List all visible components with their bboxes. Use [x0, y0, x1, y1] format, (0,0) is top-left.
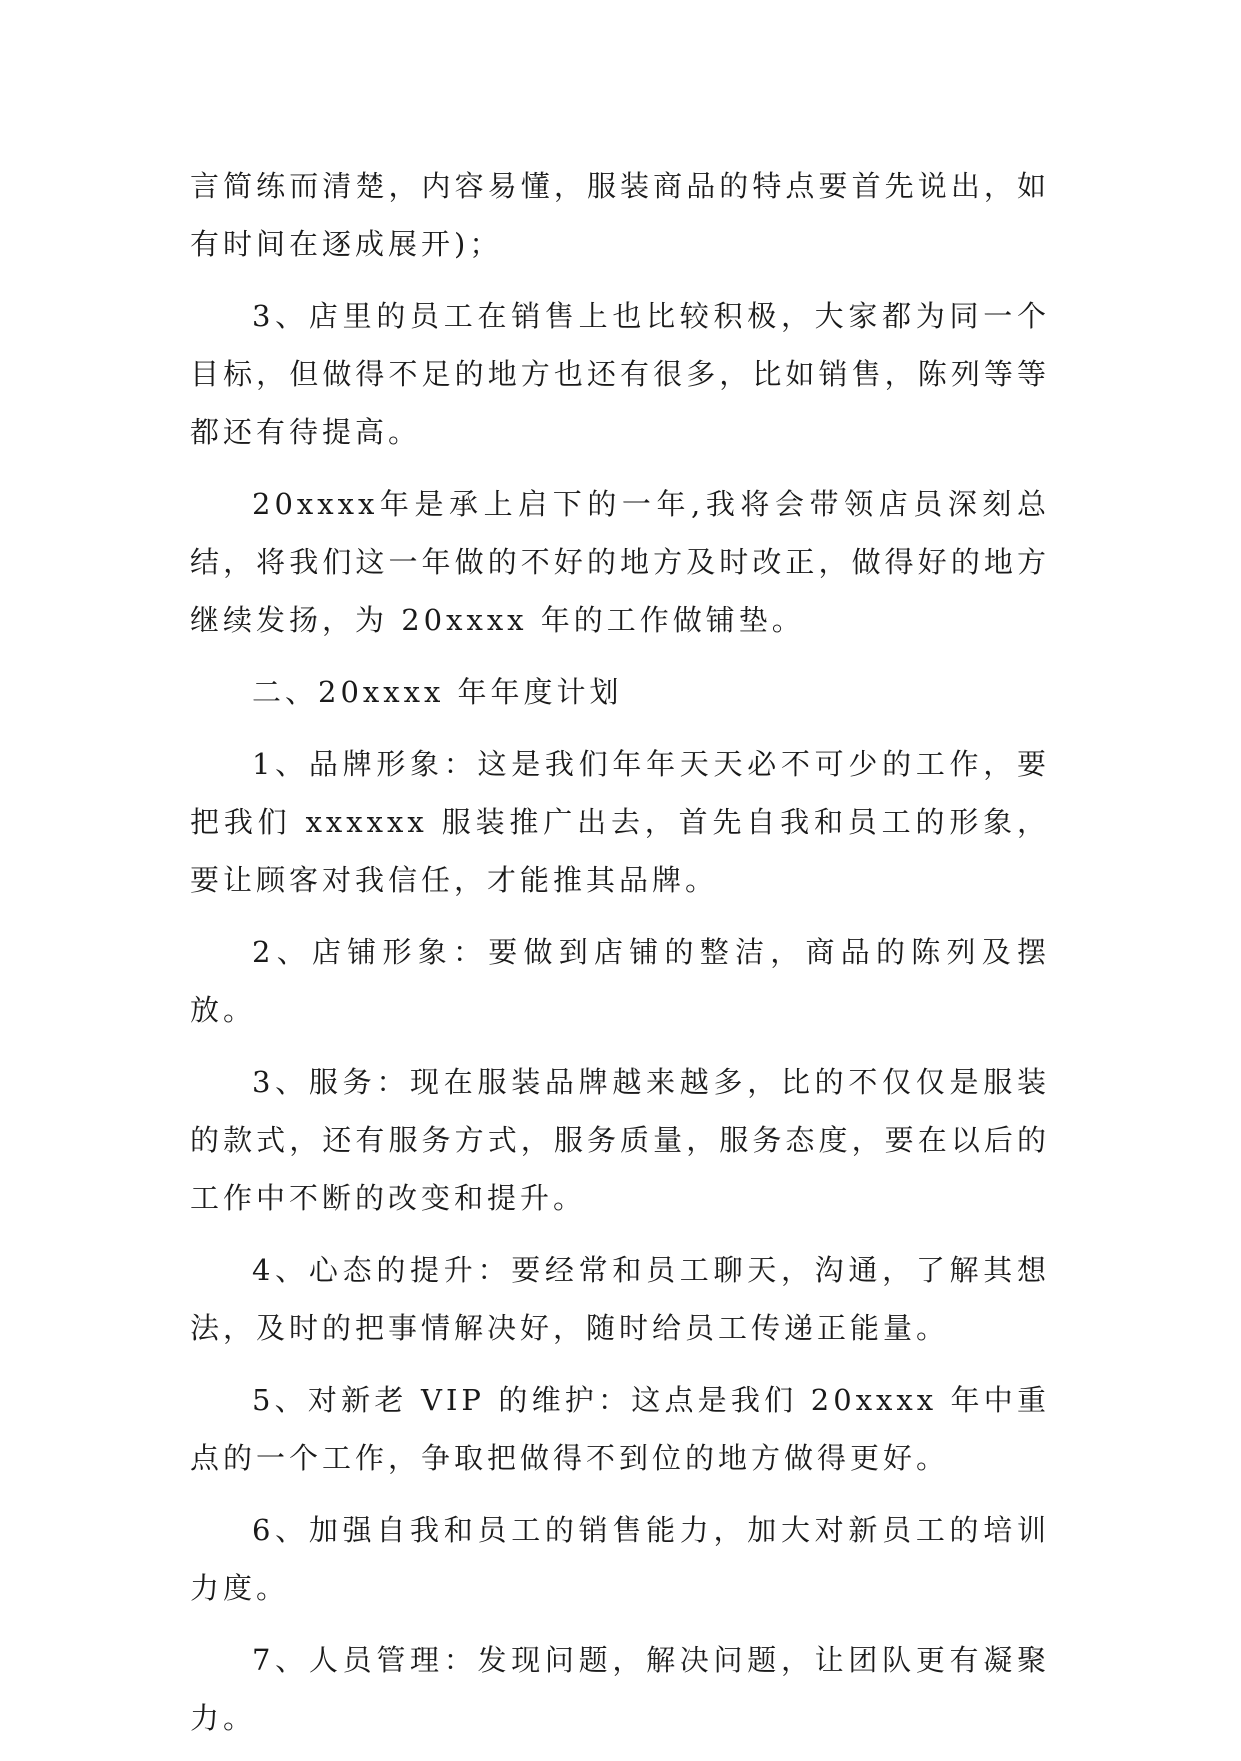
- paragraph-staff-sales: 3、店里的员工在销售上也比较积极，大家都为同一个目标，但做得不足的地方也还有很多，比如销售，陈列等等都还有待提高。: [190, 299, 1050, 449]
- document-body: [190, 157, 1050, 1761]
- paragraph-year-summary: 20xxxx年是承上启下的一年,我将会带领店员深刻总结，将我们这一年做的不好的地方及时改正，做得好的地方继续发扬，为 20xxxx 年的工作做铺垫。: [190, 487, 1050, 637]
- paragraph-sales-ability: 6、加强自我和员工的销售能力，加大对新员工的培训力度。: [190, 1513, 1050, 1605]
- paragraph-vip-maintenance: 5、对新老 VIP 的维护：这点是我们 20xxxx 年中重点的一个工作，争取把做得不到位的地方做得更好。: [190, 1383, 1050, 1475]
- paragraph-staff-management: 7、人员管理：发现问题，解决问题，让团队更有凝聚力。: [190, 1643, 1050, 1735]
- paragraph-brand-image: 1、品牌形象：这是我们年年天天必不可少的工作，要把我们 xxxxxx 服装推广出去，首先自我和员工的形象，要让顾客对我信任，才能推其品牌。: [190, 747, 1050, 897]
- paragraph-continuation: 言简练而清楚，内容易懂，服装商品的特点要首先说出，如有时间在逐成展开)；: [190, 169, 1050, 261]
- paragraph-mindset: 4、心态的提升：要经常和员工聊天，沟通，了解其想法，及时的把事情解决好，随时给员工传递正能量。: [190, 1253, 1050, 1345]
- paragraph-store-image: 2、店铺形象：要做到店铺的整洁，商品的陈列及摆放。: [190, 935, 1050, 1027]
- paragraph-service: 3、服务：现在服装品牌越来越多，比的不仅仅是服装的款式，还有服务方式，服务质量，服务态度，要在以后的工作中不断的改变和提升。: [190, 1065, 1050, 1215]
- section-heading-annual-plan: 二、20xxxx 年年度计划: [252, 675, 623, 709]
